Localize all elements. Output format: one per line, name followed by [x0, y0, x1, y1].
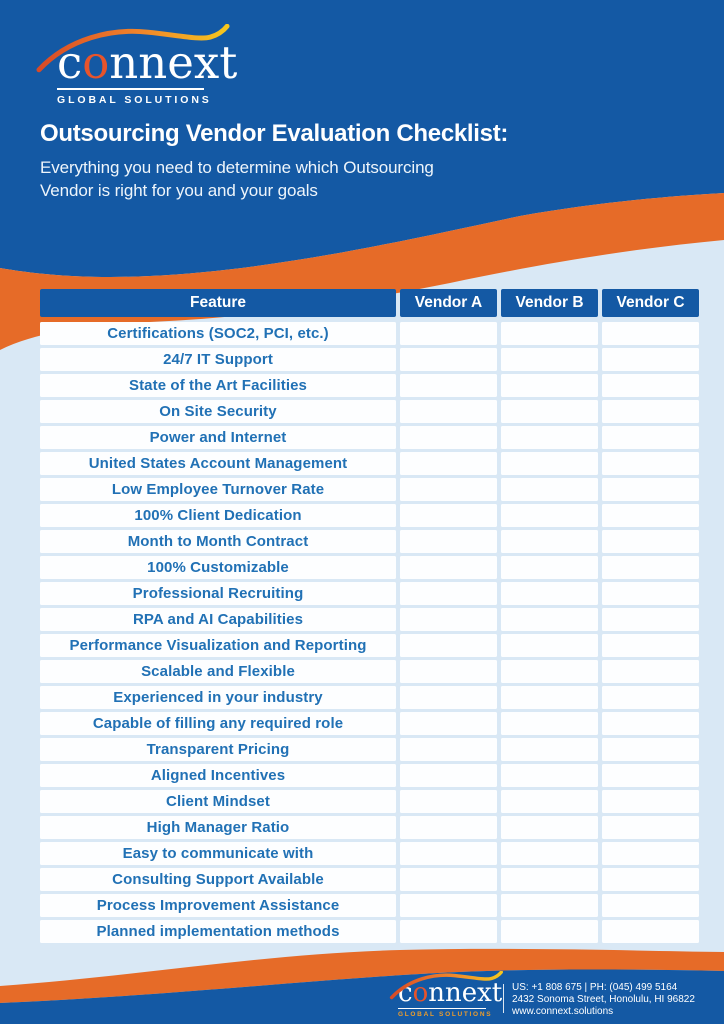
table-body	[40, 322, 699, 943]
vendor-b-cell	[501, 686, 598, 709]
vendor-a-cell	[400, 530, 497, 553]
feature-cell: State of the Art Facilities	[40, 374, 396, 397]
table-row	[40, 374, 699, 397]
table-row	[40, 608, 699, 631]
vendor-c-cell	[602, 660, 699, 683]
feature-cell: Professional Recruiting	[40, 582, 396, 605]
vendor-c-cell	[602, 608, 699, 631]
vendor-c-cell	[602, 920, 699, 943]
footer-logo-tagline: GLOBAL SOLUTIONS	[398, 1011, 493, 1018]
vendor-c-cell	[602, 348, 699, 371]
table-row	[40, 478, 699, 501]
footer-phone: US: +1 808 675 | PH: (045) 499 5164	[512, 982, 678, 993]
vendor-b-cell	[501, 868, 598, 891]
vendor-b-cell	[501, 452, 598, 475]
checklist-table	[40, 289, 699, 943]
vendor-c-cell	[602, 426, 699, 449]
vendor-b-cell	[501, 348, 598, 371]
feature-cell: Process Improvement Assistance	[40, 894, 396, 917]
footer-logo-divider-line	[398, 1008, 486, 1009]
table-row	[40, 712, 699, 735]
column-header-feature: Feature	[40, 289, 396, 317]
vendor-b-cell	[501, 764, 598, 787]
vendor-b-cell	[501, 556, 598, 579]
vendor-b-cell	[501, 816, 598, 839]
page-title: Outsourcing Vendor Evaluation Checklist:	[40, 120, 509, 147]
page-subtitle	[40, 156, 680, 202]
vendor-c-cell	[602, 322, 699, 345]
table-row	[40, 920, 699, 943]
table-row	[40, 764, 699, 787]
footer-address: 2432 Sonoma Street, Honolulu, HI 96822	[512, 994, 695, 1005]
vendor-c-cell	[602, 738, 699, 761]
connext-logo	[57, 28, 238, 106]
feature-cell: Client Mindset	[40, 790, 396, 813]
vendor-b-cell	[501, 478, 598, 501]
table-header-row	[40, 289, 699, 317]
table-row	[40, 660, 699, 683]
vendor-c-cell	[602, 556, 699, 579]
vendor-a-cell	[400, 634, 497, 657]
logo-tagline: GLOBAL SOLUTIONS	[57, 94, 212, 106]
vendor-b-cell	[501, 582, 598, 605]
vendor-c-cell	[602, 400, 699, 423]
feature-cell: RPA and AI Capabilities	[40, 608, 396, 631]
brand-letters: nnext	[109, 36, 238, 89]
feature-cell: Easy to communicate with	[40, 842, 396, 865]
table-row	[40, 894, 699, 917]
vendor-a-cell	[400, 348, 497, 371]
vendor-a-cell	[400, 686, 497, 709]
feature-cell: Power and Internet	[40, 426, 396, 449]
vendor-b-cell	[501, 842, 598, 865]
vendor-c-cell	[602, 374, 699, 397]
vendor-c-cell	[602, 504, 699, 527]
feature-cell: Certifications (SOC2, PCI, etc.)	[40, 322, 396, 345]
vendor-a-cell	[400, 894, 497, 917]
vendor-a-cell	[400, 478, 497, 501]
brand-wordmark	[57, 36, 238, 89]
table-row	[40, 322, 699, 345]
vendor-b-cell	[501, 894, 598, 917]
brand-letter: c	[57, 36, 83, 89]
table-row	[40, 842, 699, 865]
vendor-a-cell	[400, 504, 497, 527]
feature-cell: Transparent Pricing	[40, 738, 396, 761]
vendor-a-cell	[400, 556, 497, 579]
table-row	[40, 816, 699, 839]
vendor-b-cell	[501, 374, 598, 397]
feature-cell: Scalable and Flexible	[40, 660, 396, 683]
vendor-b-cell	[501, 712, 598, 735]
vendor-a-cell	[400, 400, 497, 423]
vendor-a-cell	[400, 374, 497, 397]
vendor-c-cell	[602, 686, 699, 709]
feature-cell: Month to Month Contract	[40, 530, 396, 553]
table-row	[40, 582, 699, 605]
vendor-b-cell	[501, 400, 598, 423]
footer-vertical-divider	[503, 984, 504, 1013]
feature-cell: Performance Visualization and Reporting	[40, 634, 396, 657]
table-row	[40, 530, 699, 553]
footer-connext-logo	[398, 972, 503, 1018]
footer-contact-info	[512, 982, 695, 1018]
vendor-b-cell	[501, 608, 598, 631]
vendor-c-cell	[602, 790, 699, 813]
vendor-c-cell	[602, 478, 699, 501]
feature-cell: High Manager Ratio	[40, 816, 396, 839]
table-row	[40, 790, 699, 813]
feature-cell: 100% Customizable	[40, 556, 396, 579]
column-header-vendor-b: Vendor B	[501, 289, 598, 317]
vendor-b-cell	[501, 634, 598, 657]
vendor-c-cell	[602, 634, 699, 657]
vendor-c-cell	[602, 842, 699, 865]
table-row	[40, 556, 699, 579]
brand-letters: nnext	[428, 978, 503, 1008]
feature-cell: Experienced in your industry	[40, 686, 396, 709]
vendor-a-cell	[400, 608, 497, 631]
column-header-vendor-c: Vendor C	[602, 289, 699, 317]
table-row	[40, 348, 699, 371]
vendor-c-cell	[602, 530, 699, 553]
brand-letter-o: o	[82, 36, 110, 89]
feature-cell: Planned implementation methods	[40, 920, 396, 943]
vendor-a-cell	[400, 868, 497, 891]
vendor-c-cell	[602, 582, 699, 605]
vendor-c-cell	[602, 452, 699, 475]
vendor-c-cell	[602, 816, 699, 839]
header	[40, 120, 680, 202]
vendor-c-cell	[602, 894, 699, 917]
vendor-a-cell	[400, 816, 497, 839]
vendor-b-cell	[501, 504, 598, 527]
vendor-a-cell	[400, 452, 497, 475]
table-row	[40, 504, 699, 527]
table-row	[40, 426, 699, 449]
table-row	[40, 686, 699, 709]
feature-cell: Consulting Support Available	[40, 868, 396, 891]
vendor-b-cell	[501, 920, 598, 943]
feature-cell: United States Account Management	[40, 452, 396, 475]
table-row	[40, 400, 699, 423]
vendor-a-cell	[400, 764, 497, 787]
table-row	[40, 738, 699, 761]
vendor-c-cell	[602, 868, 699, 891]
page-subtitle-line2: Vendor is right for you and your goals	[40, 180, 318, 200]
brand-letter: c	[398, 978, 413, 1008]
brand-letter-o: o	[412, 978, 429, 1008]
footer-website-link[interactable]: www.connext.solutions	[512, 1006, 614, 1017]
vendor-c-cell	[602, 764, 699, 787]
vendor-a-cell	[400, 426, 497, 449]
vendor-a-cell	[400, 322, 497, 345]
vendor-b-cell	[501, 322, 598, 345]
table-row	[40, 634, 699, 657]
vendor-c-cell	[602, 712, 699, 735]
feature-cell: Aligned Incentives	[40, 764, 396, 787]
vendor-a-cell	[400, 738, 497, 761]
vendor-b-cell	[501, 738, 598, 761]
vendor-a-cell	[400, 790, 497, 813]
footer-brand-wordmark	[398, 978, 503, 1008]
column-header-vendor-a: Vendor A	[400, 289, 497, 317]
vendor-a-cell	[400, 920, 497, 943]
vendor-b-cell	[501, 530, 598, 553]
feature-cell: Low Employee Turnover Rate	[40, 478, 396, 501]
table-row	[40, 868, 699, 891]
feature-cell: 100% Client Dedication	[40, 504, 396, 527]
vendor-a-cell	[400, 712, 497, 735]
feature-cell: Capable of filling any required role	[40, 712, 396, 735]
vendor-a-cell	[400, 660, 497, 683]
vendor-a-cell	[400, 582, 497, 605]
page-subtitle-line1: Everything you need to determine which Outsourcing	[40, 157, 434, 177]
vendor-a-cell	[400, 842, 497, 865]
feature-cell: On Site Security	[40, 400, 396, 423]
table-row	[40, 452, 699, 475]
vendor-b-cell	[501, 426, 598, 449]
vendor-b-cell	[501, 790, 598, 813]
feature-cell: 24/7 IT Support	[40, 348, 396, 371]
vendor-b-cell	[501, 660, 598, 683]
